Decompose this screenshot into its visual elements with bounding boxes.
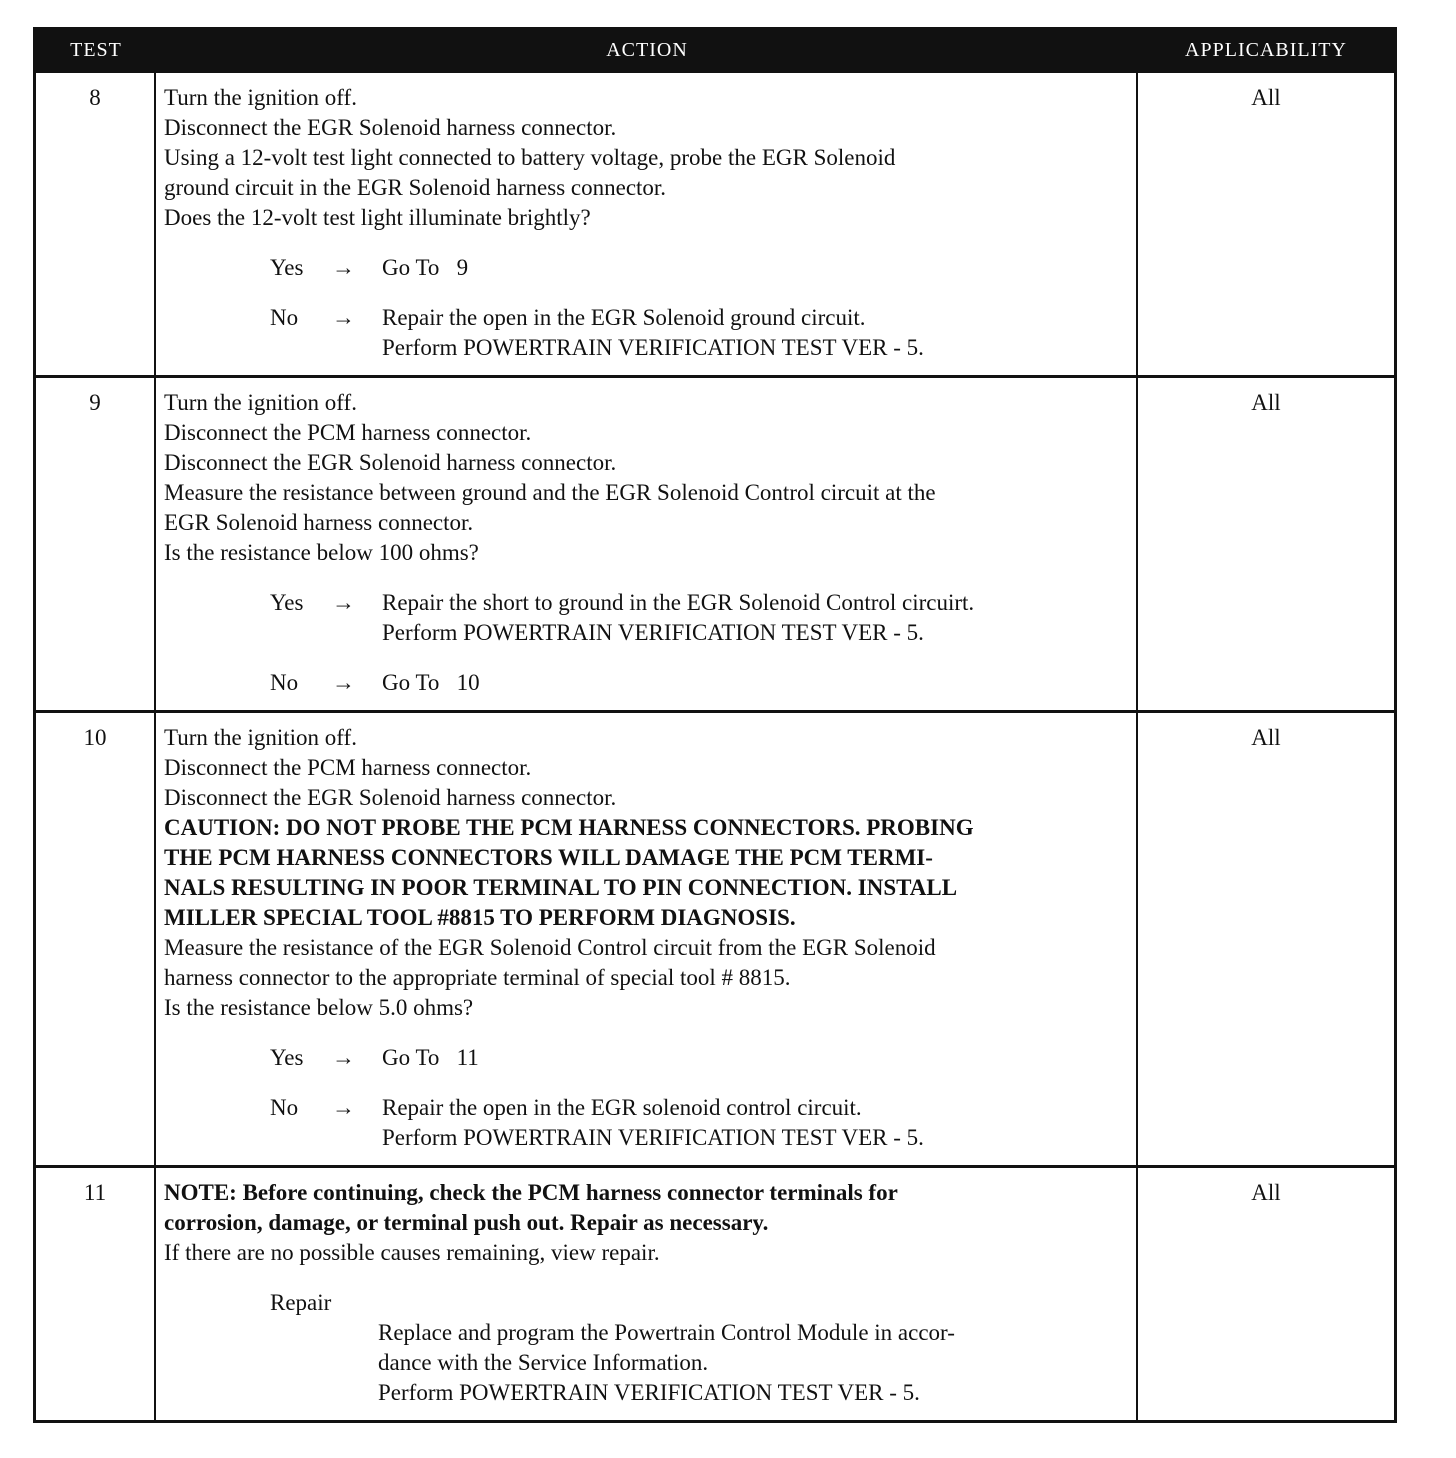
table-row [36,70,1394,375]
action-line: Disconnect the EGR Solenoid harness connector. [164,115,617,140]
action-line: Turn the ignition off. [164,85,357,110]
header-action: ACTION [606,38,688,61]
action-line: Disconnect the EGR Solenoid harness connector. [164,785,617,810]
yes-response [164,253,1130,283]
action-question: Is the resistance below 100 ohms? [164,540,479,565]
action-line: Disconnect the EGR Solenoid harness connector. [164,450,617,475]
header-test: TEST [70,38,122,61]
table-row [36,710,1394,1165]
note-line: corrosion, damage, or terminal push out. Repair as necessary. [164,1210,769,1235]
action-line: Measure the resistance of the EGR Solenoid Control circuit from the EGR Solenoid [164,935,936,960]
yes-text: Repair the short to ground in the EGR Solenoid Control circuirt. Perform POWERTRAIN VERIFICATION TEST VER - 5. [382,590,975,645]
yes-text: Go To 9 [382,255,469,280]
note-line: NOTE: Before continuing, check the PCM harness connector terminals for [164,1180,898,1205]
no-text: Repair the open in the EGR solenoid control circuit. Perform POWERTRAIN VERIFICATION TEST VER - 5. [382,1095,924,1150]
test-number: 9 [36,378,156,710]
arrow-right-icon: → [332,305,355,330]
no-text: Go To 10 [382,670,480,695]
repair-block [164,1288,1130,1408]
action-line: Turn the ignition off. [164,390,357,415]
action-cell [156,1168,1138,1420]
action-line: harness connector to the appropriate terminal of special tool # 8815. [164,965,791,990]
action-question: Is the resistance below 5.0 ohms? [164,995,474,1020]
test-number: 8 [36,73,156,375]
applicability: All [1251,1180,1281,1205]
arrow-right-icon: → [332,1045,355,1070]
repair-label: Repair [270,1290,332,1315]
caution-line: CAUTION: DO NOT PROBE THE PCM HARNESS CONNECTORS. PROBING [164,815,974,840]
applicability: All [1251,390,1281,415]
action-line: If there are no possible causes remaining, view repair. [164,1240,660,1265]
caution-line: THE PCM HARNESS CONNECTORS WILL DAMAGE THE PCM TERMI- [164,845,933,870]
no-response [164,668,1130,698]
yes-label: Yes [270,255,304,280]
no-response [164,303,1130,363]
table-row [36,375,1394,710]
yes-response [164,1043,1130,1073]
table-header [36,30,1394,70]
arrow-right-icon: → [332,255,355,280]
action-line: ground circuit in the EGR Solenoid harness connector. [164,175,667,200]
test-number: 11 [36,1168,156,1420]
test-number: 10 [36,713,156,1165]
action-line: Turn the ignition off. [164,725,357,750]
action-line: Measure the resistance between ground and the EGR Solenoid Control circuit at the [164,480,936,505]
diagnostic-table [33,27,1397,1423]
action-line: EGR Solenoid harness connector. [164,510,474,535]
action-cell [156,378,1138,710]
action-line: Using a 12-volt test light connected to battery voltage, probe the EGR Solenoid [164,145,896,170]
action-cell [156,713,1138,1165]
table-row [36,1165,1394,1420]
no-label: No [270,670,299,695]
no-label: No [270,1095,299,1120]
repair-text: Replace and program the Powertrain Control Module in accor- dance with the Service Information. Perform POWERTRAIN VERIFICATION TEST VER - 5. [378,1320,955,1405]
arrow-right-icon: → [332,590,355,615]
action-cell [156,73,1138,375]
caution-line: MILLER SPECIAL TOOL #8815 TO PERFORM DIAGNOSIS. [164,905,796,930]
no-response [164,1093,1130,1153]
applicability: All [1251,85,1281,110]
applicability: All [1251,725,1281,750]
action-question: Does the 12-volt test light illuminate brightly? [164,205,591,230]
action-line: Disconnect the PCM harness connector. [164,755,532,780]
caution-line: NALS RESULTING IN POOR TERMINAL TO PIN CONNECTION. INSTALL [164,875,958,900]
no-text: Repair the open in the EGR Solenoid ground circuit. Perform POWERTRAIN VERIFICATION TEST VER - 5. [382,305,924,360]
yes-response [164,588,1130,648]
yes-label: Yes [270,590,304,615]
arrow-right-icon: → [332,670,355,695]
no-label: No [270,305,299,330]
arrow-right-icon: → [332,1095,355,1120]
header-applicability: APPLICABILITY [1185,38,1347,61]
yes-label: Yes [270,1045,304,1070]
yes-text: Go To 11 [382,1045,479,1070]
action-line: Disconnect the PCM harness connector. [164,420,532,445]
